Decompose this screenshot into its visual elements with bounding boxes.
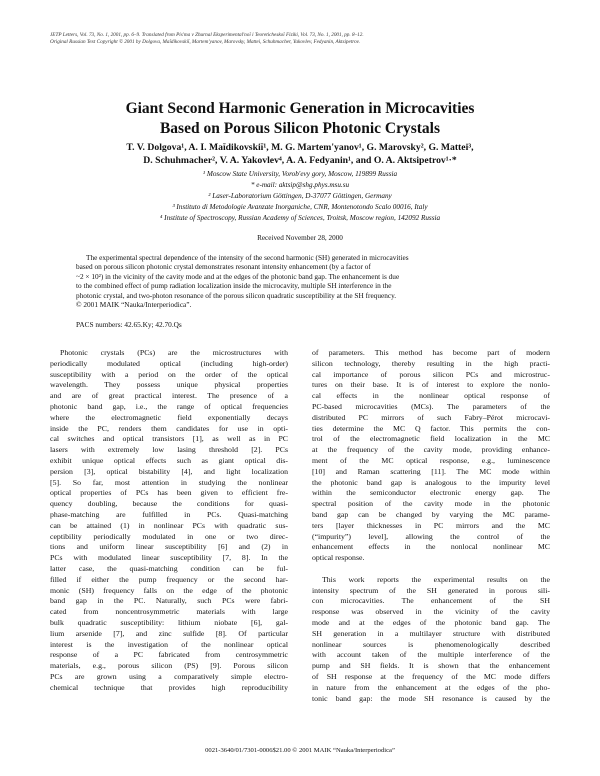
affiliations [40, 169, 560, 224]
body-line: ters [layer thicknesses in PC mirrors and the MC [312, 520, 550, 530]
body-line: band gap can be changed by varying the MC parame- [312, 509, 550, 519]
body-line: cal switches and optical transistors [1], as well as in PC [50, 434, 288, 444]
body-line: Photonic crystals (PCs) are the microstructures with [60, 348, 288, 357]
body-line: quency doubling, because the conditions for quasi- [50, 499, 288, 509]
journal-header-line: JETP Letters, Vol. 73, No. 1, 2001, pp. 6–9. Translated from Pis'ma v Zhurnal Éksperimental'noĭ i Teoreticheskoĭ Fiziki, Vol. 73, No. 1, 2001, pp. 8–12. [50, 32, 364, 38]
abstract-line: The experimental spectral dependence of the intensity of the second harmonic (SH) generated in microcavities [86, 253, 409, 262]
body-line: SH generation in a multilayer structure with distributed [312, 628, 550, 638]
abstract-line: based on porous silicon photonic crystal demonstrates resonant intensity enhancement (by a factor of [76, 262, 371, 272]
body-line: cal effects in the nonlinear optical response of [312, 391, 550, 401]
body-line: PCs are grown using a comparatively simple electro- [50, 671, 288, 681]
body-line: wavelength. They possess unique physical properties [50, 380, 288, 390]
affiliation: ⁴ Institute of Spectroscopy, Russian Academy of Sciences, Troitsk, Moscow region, 142092 Russia [159, 214, 441, 222]
body-line: (“impurity”) level], allowing the control of the [312, 531, 550, 541]
body-line: the photonic band gap is analogous to the impurity level [312, 477, 550, 487]
body-line: enhancement effects in the nonlocal nonlinear MC [312, 542, 550, 552]
body-line: PC-based microcavities (MCs). The parameters of the [312, 401, 550, 411]
paragraph-gap [312, 564, 550, 575]
abstract-line: photonic crystal, and two-photon resonance of the porous silicon quadratic susceptibility at the SH frequency. [76, 290, 397, 300]
body-line: tures on their base. It is of interest to explore the nonlo- [312, 380, 550, 390]
body-line: can be attained (1) in nonlinear PCs with quadratic sus- [50, 520, 288, 530]
body-line: distributed PC mirrors of such Fabry–Pérot microcavi- [312, 412, 550, 422]
body-line: filled if either the pump frequency or the second har- [50, 574, 288, 584]
body-line: cal importance of porous silicon PCs and microstruc- [312, 369, 550, 379]
body-line: con microcavities. The enhancement of the SH [312, 596, 550, 606]
title-line: Giant Second Harmonic Generation in Microcavities [125, 100, 475, 117]
abstract-line: © 2001 MAIK “Nauka/Interperiodica”. [76, 300, 192, 310]
body-line: monic (SH) frequency falls on the edge of the photonic [50, 585, 288, 595]
body-line: susceptibility with a period on the order of the optical [50, 369, 288, 379]
journal-header [50, 32, 555, 46]
body-line: within the semiconductor electronic energy gap. The [312, 488, 550, 498]
body-line: trol of the electromagnetic field localization in the MC [312, 434, 550, 444]
body-line: periodically modulated optical (including high-order) [50, 358, 288, 368]
body-line: latter case, the quasi-matching condition can be ful- [50, 563, 288, 573]
pacs-numbers: PACS numbers: 42.65.Ky; 42.70.Qs [76, 320, 182, 329]
body-line: inside the PC, renders them candidates for use in opti- [50, 423, 288, 433]
body-line: intensity spectrum of the SH generated in porous sili- [312, 585, 550, 595]
body-line: nonlinear sources is phenomenologically described [312, 639, 550, 649]
body-line: in nature from the enhancement at the edges of the pho- [312, 682, 550, 692]
body-line: silicon technology, thereby resulting in the high practi- [312, 358, 550, 368]
body-line: at the frequency of the cavity mode, providing enhance- [312, 445, 550, 455]
abstract-line: ~2 × 10²) in the vicinity of the cavity mode and at the edges of the photonic band gap. The enhancement is due [76, 271, 400, 281]
copyright-footer: 0021-3640/01/7301-0006$21.00 © 2001 MAIK “Nauka/Interperiodica” [205, 747, 395, 754]
body-line: materials, e.g., porous silicon (PS) [9]. Porous silicon [50, 661, 288, 671]
body-line: of SH response at the frequency of the MC mode differs [312, 671, 550, 681]
author-list [40, 141, 560, 167]
body-line: ment of the MC optical response, e.g., luminescence [312, 455, 550, 465]
affiliation: ² Laser-Laboratorium Göttingen, D-37077 Göttingen, Germany [208, 192, 392, 200]
received-date: Received November 28, 2000 [257, 234, 343, 242]
body-line: spectral position of the cavity mode in the photonic [312, 499, 550, 509]
affiliation: ¹ Moscow State University, Vorob'evy gory, Moscow, 119899 Russia [202, 170, 398, 178]
article-title [40, 99, 560, 139]
body-line: [10] and Raman scattering [11]. The MC mode within [312, 466, 550, 476]
body-line: chemical technique that provides high reproducibility [50, 682, 288, 692]
body-line: with account taken of the multiple interference of the [312, 650, 550, 660]
journal-header-line: Original Russian Text Copyright © 2001 by Dolgova, Maĭdikovskiĭ, Martem'yanov, Marovsky, Mattei, Schuhmacher, Yakovlev, Fedyanin, Aktsipetrov. [50, 39, 360, 46]
body-line: lasers with extremely low lasing threshold [2]. PCs [50, 445, 288, 455]
affiliation: ³ Instituto di Metodologie Avanzate Inorganiche, CNR, Montenotondo Scalo 00016, Italy [172, 203, 428, 211]
body-column-left [50, 348, 288, 694]
body-line: persion [3], optical bistability [4], and light localization [50, 466, 288, 476]
body-line: optical response. [312, 553, 365, 563]
body-line: of parameters. This method has become part of modern [312, 348, 550, 357]
body-line: response was observed in the vicinity of the cavity [312, 607, 550, 617]
body-line: phase-matching are fulfilled in PCs. Quasi-matching [50, 509, 288, 519]
body-column-right [312, 348, 550, 704]
body-line: band gap in the PC. Naturally, such PCs were fabri- [50, 596, 288, 606]
title-line: Based on Porous Silicon Photonic Crystals [159, 120, 441, 137]
body-line: PCs with modulated linear susceptibility [7, 8]. In the [50, 553, 288, 563]
body-line: interest is the investigation of the nonlinear optical [50, 639, 288, 649]
body-line: mode and at the edges of the photonic band gap. The [312, 617, 550, 627]
body-line: ceptibility periodically modulated in one or two direc- [50, 531, 288, 541]
author-line: T. V. Dolgova¹, A. I. Maĭdikovskiĭ¹, M. G. Martem'yanov¹, G. Marovsky², G. Mattei³, [126, 142, 474, 153]
body-line: lium arsenide [7], and zinc sulfide [8]. Of particular [50, 628, 288, 638]
abstract-line: to the combined effect of pump radiation localization inside the microcavity, multiple SH interference in the [76, 281, 392, 291]
author-line: D. Schuhmacher², V. A. Yakovlev⁴, A. A. Fedyanin¹, and O. A. Aktsipetrov¹·* [143, 155, 457, 166]
body-line: tions and uniform linear susceptibility [6] and (2) in [50, 542, 288, 552]
body-line: optical properties of PCs has been given to efficient fre- [50, 488, 288, 498]
abstract [76, 253, 526, 309]
body-line: and are of great practical interest. The presence of a [50, 391, 288, 401]
body-line: This work reports the experimental results on the [322, 574, 550, 584]
body-line: bulk quadratic susceptibility: lithium niobate [6], gal- [50, 617, 288, 627]
body-line: where the electromagnetic field exponentially decays [50, 412, 288, 422]
body-line: cated from noncentrosymmetric materials with large [50, 607, 288, 617]
body-line: [5]. So far, most attention in studying the nonlinear [50, 477, 288, 487]
body-line: tonic band gap: the mode SH resonance is caused by the [312, 693, 550, 703]
corresponding-email: * e-mail: aktsip@shg.phys.msu.su [250, 181, 350, 189]
body-line: pump and SH fields. It is shown that the enhancement [312, 661, 550, 671]
body-line: response of a PC fabricated from centrosymmetric [50, 650, 288, 660]
body-line: photonic band gap, i.e., the range of optical frequencies [50, 401, 288, 411]
body-line: ties determine the MC Q factor. This permits the con- [312, 423, 550, 433]
body-line: exhibit unique optical effects such as giant optical dis- [50, 455, 288, 465]
